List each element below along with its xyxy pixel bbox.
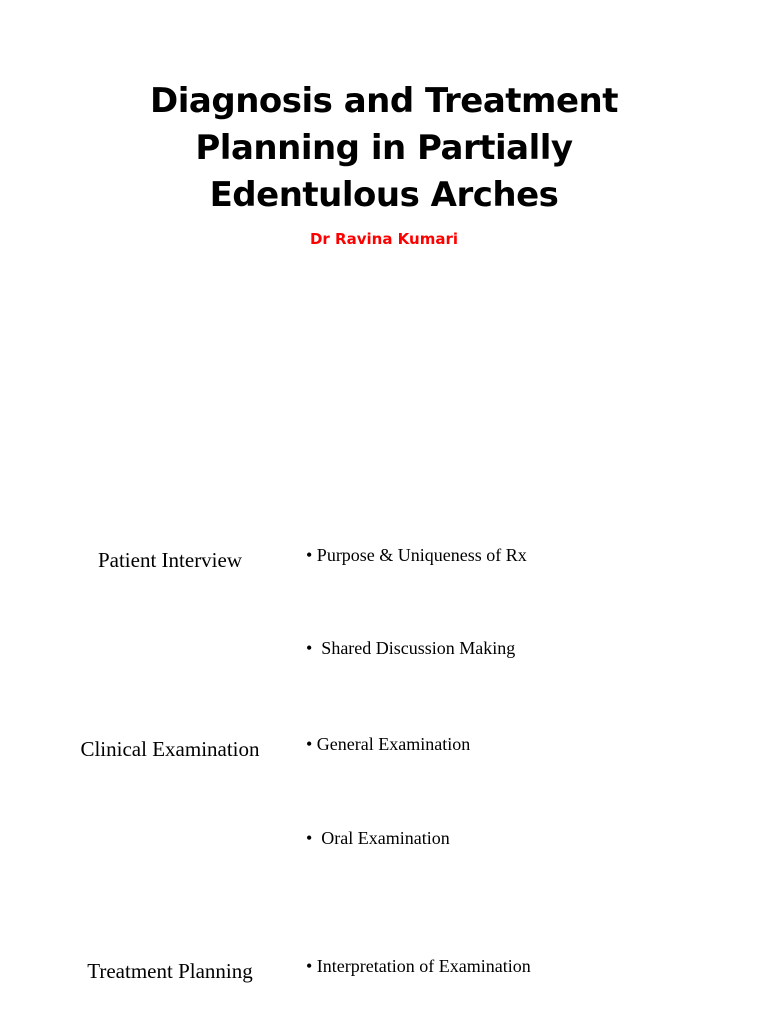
author-name: Dr Ravina Kumari	[309, 230, 458, 248]
section-label-clinical-examination: Clinical Examination	[80, 737, 260, 761]
bullet-shared-discussion: • Shared Discussion Making	[306, 638, 516, 658]
bullet-oral-examination: • Oral Examination	[306, 828, 450, 848]
section-label-patient-interview: Patient Interview	[97, 548, 243, 572]
title-line-2: Planning in Partially	[195, 128, 573, 168]
title-line-3: Edentulous Arches	[209, 175, 559, 215]
bullet-interpretation-examination: • Interpretation of Examination	[306, 956, 531, 976]
title-line-1: Diagnosis and Treatment	[150, 81, 618, 121]
bullet-general-examination: • General Examination	[306, 734, 471, 754]
page-title	[0, 78, 768, 219]
section-label-treatment-planning: Treatment Planning	[87, 959, 253, 983]
bullet-purpose-uniqueness: • Purpose & Uniqueness of Rx	[306, 545, 527, 565]
